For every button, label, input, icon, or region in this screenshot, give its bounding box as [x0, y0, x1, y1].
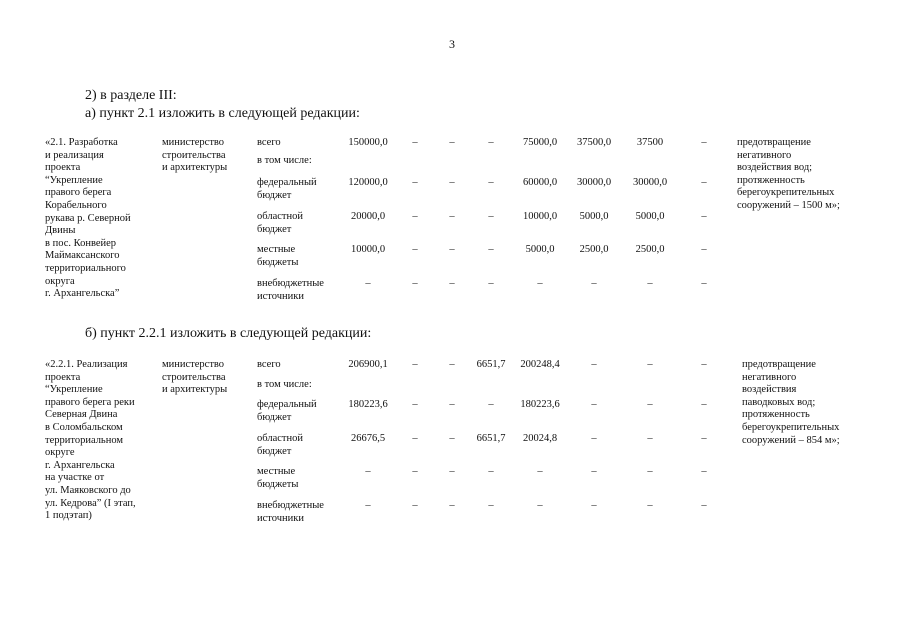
funding-source-cell: федеральный бюджет — [257, 399, 317, 423]
amount-total-2014-cell: 180223,6 — [348, 399, 388, 410]
amount-year-2019-cell: 5000,0 — [579, 211, 609, 222]
project-name-cell: «2.2.1. Реализация проекта “Укрепление правого берега реки Северная Двина в Соломбальском территориальном округе г. Архангельска на участке от ул. Маяковского до ул. Кедрова” (I этап, 1 подэтап) — [45, 359, 136, 522]
amount-total-2014-cell: 20000,0 — [350, 211, 386, 222]
amount-year-2017-cell: 6651,7 — [476, 359, 506, 370]
funding-source-cell: всего — [257, 137, 281, 148]
amount-total-2014-cell: 150000,0 — [348, 137, 388, 148]
amount-year-2015-cell: – — [412, 399, 418, 410]
amount-year-2021-cell: – — [701, 244, 707, 255]
amount-year-2020-cell: 30000,0 — [632, 177, 668, 188]
item-a-heading: а) пункт 2.1 изложить в следующей редакции: — [85, 106, 360, 121]
amount-year-2019-cell: 2500,0 — [579, 244, 609, 255]
amount-total-2014-cell: 10000,0 — [350, 244, 386, 255]
amount-year-2020-cell: – — [647, 278, 653, 289]
amount-year-2016-cell: – — [449, 177, 455, 188]
amount-year-2018-cell: 10000,0 — [522, 211, 558, 222]
amount-year-2015-cell: – — [412, 433, 418, 444]
amount-year-2016-cell: – — [449, 399, 455, 410]
amount-year-2021-cell: – — [701, 466, 707, 477]
section-heading: 2) в разделе III: — [85, 88, 177, 103]
amount-year-2018-cell: 75000,0 — [522, 137, 558, 148]
amount-year-2017-cell: – — [488, 137, 494, 148]
amount-year-2017-cell: – — [488, 244, 494, 255]
amount-year-2019-cell: – — [591, 359, 597, 370]
funding-source-cell: всего — [257, 359, 281, 370]
amount-year-2017-cell: – — [488, 278, 494, 289]
funding-source-cell: в том числе: — [257, 155, 312, 166]
amount-year-2018-cell: 180223,6 — [520, 399, 560, 410]
amount-year-2018-cell: 60000,0 — [522, 177, 558, 188]
amount-year-2017-cell: – — [488, 177, 494, 188]
amount-year-2021-cell: – — [701, 399, 707, 410]
amount-year-2021-cell: – — [701, 137, 707, 148]
amount-year-2021-cell: – — [701, 177, 707, 188]
amount-year-2020-cell: 2500,0 — [635, 244, 665, 255]
amount-year-2015-cell: – — [412, 500, 418, 511]
amount-year-2015-cell: – — [412, 278, 418, 289]
funding-source-cell: областной бюджет — [257, 433, 303, 457]
amount-year-2015-cell: – — [412, 211, 418, 222]
amount-year-2018-cell: 200248,4 — [520, 359, 560, 370]
amount-year-2016-cell: – — [449, 359, 455, 370]
amount-year-2018-cell: – — [537, 466, 543, 477]
amount-year-2016-cell: – — [449, 500, 455, 511]
funding-source-cell: федеральный бюджет — [257, 177, 317, 201]
amount-year-2018-cell: 20024,8 — [522, 433, 558, 444]
amount-year-2017-cell: – — [488, 466, 494, 477]
amount-year-2015-cell: – — [412, 359, 418, 370]
amount-year-2020-cell: 5000,0 — [635, 211, 665, 222]
amount-year-2015-cell: – — [412, 137, 418, 148]
amount-year-2019-cell: 30000,0 — [576, 177, 612, 188]
amount-year-2018-cell: – — [537, 500, 543, 511]
amount-year-2017-cell: 6651,7 — [476, 433, 506, 444]
amount-year-2017-cell: – — [488, 211, 494, 222]
amount-year-2015-cell: – — [412, 244, 418, 255]
amount-year-2019-cell: – — [591, 500, 597, 511]
project-name-cell: «2.1. Разработка и реализация проекта “Укрепление правого берега Корабельного рукава р. Северной Двины в пос. Конвейер Маймаксанского территориального округа г. Архангельска” — [45, 137, 131, 300]
amount-year-2020-cell: – — [647, 399, 653, 410]
executor-cell: министерство строительства и архитектуры — [162, 137, 228, 174]
amount-year-2015-cell: – — [412, 466, 418, 477]
amount-year-2016-cell: – — [449, 433, 455, 444]
funding-source-cell: внебюджетные источники — [257, 500, 324, 524]
amount-year-2017-cell: – — [488, 500, 494, 511]
amount-year-2015-cell: – — [412, 177, 418, 188]
amount-year-2020-cell: – — [647, 433, 653, 444]
amount-year-2019-cell: – — [591, 278, 597, 289]
amount-total-2014-cell: – — [365, 278, 371, 289]
amount-year-2021-cell: – — [701, 500, 707, 511]
amount-year-2016-cell: – — [449, 137, 455, 148]
amount-year-2021-cell: – — [701, 433, 707, 444]
page-number: 3 — [449, 37, 455, 51]
funding-source-cell: местные бюджеты — [257, 244, 299, 268]
amount-year-2020-cell: 37500 — [636, 137, 664, 148]
amount-year-2016-cell: – — [449, 211, 455, 222]
amount-year-2020-cell: – — [647, 500, 653, 511]
amount-total-2014-cell: 206900,1 — [348, 359, 388, 370]
result-cell: предотвращение негативного воздействия вод; протяженность берегоукрепительных сооружений – 1500 м»; — [737, 137, 840, 211]
amount-year-2020-cell: – — [647, 466, 653, 477]
amount-year-2021-cell: – — [701, 359, 707, 370]
funding-source-cell: внебюджетные источники — [257, 278, 324, 302]
executor-cell: министерство строительства и архитектуры — [162, 359, 228, 396]
amount-year-2021-cell: – — [701, 211, 707, 222]
amount-year-2019-cell: 37500,0 — [576, 137, 612, 148]
amount-year-2019-cell: – — [591, 399, 597, 410]
amount-total-2014-cell: 26676,5 — [350, 433, 386, 444]
result-cell: предотвращение негативного воздействия паводковых вод; протяженность берегоукрепительных сооружений – 854 м»; — [742, 359, 840, 446]
funding-source-cell: местные бюджеты — [257, 466, 299, 490]
amount-year-2016-cell: – — [449, 244, 455, 255]
amount-year-2017-cell: – — [488, 399, 494, 410]
amount-total-2014-cell: – — [365, 466, 371, 477]
amount-year-2020-cell: – — [647, 359, 653, 370]
amount-total-2014-cell: 120000,0 — [348, 177, 388, 188]
amount-year-2018-cell: 5000,0 — [525, 244, 555, 255]
funding-source-cell: областной бюджет — [257, 211, 303, 235]
amount-year-2019-cell: – — [591, 433, 597, 444]
amount-year-2019-cell: – — [591, 466, 597, 477]
amount-year-2016-cell: – — [449, 466, 455, 477]
funding-source-cell: в том числе: — [257, 379, 312, 390]
amount-year-2018-cell: – — [537, 278, 543, 289]
amount-year-2021-cell: – — [701, 278, 707, 289]
amount-year-2016-cell: – — [449, 278, 455, 289]
amount-total-2014-cell: – — [365, 500, 371, 511]
item-b-heading: б) пункт 2.2.1 изложить в следующей редакции: — [85, 326, 372, 341]
